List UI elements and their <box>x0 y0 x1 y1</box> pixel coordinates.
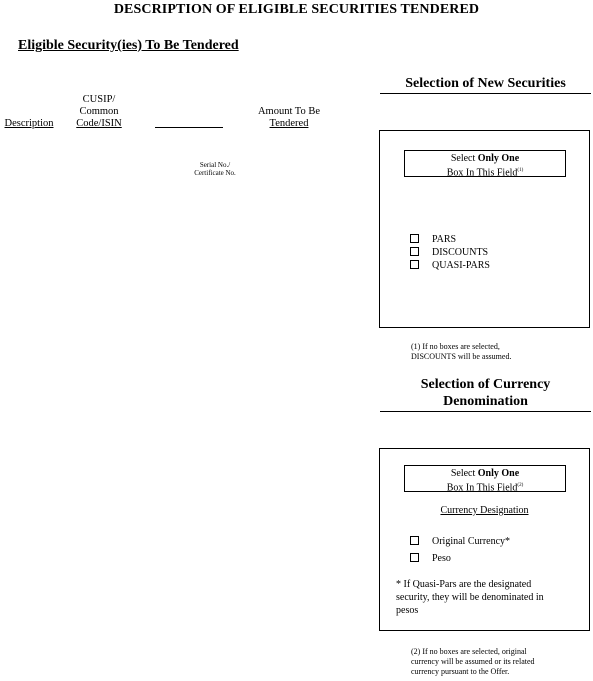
option-original-currency[interactable] <box>410 535 510 548</box>
quasi-pars-note-line3: pesos <box>396 605 419 616</box>
column-cusip <box>70 94 128 130</box>
checkbox-original-currency[interactable] <box>410 536 419 545</box>
select-only-one-box-1 <box>404 150 566 177</box>
select-prefix: Select <box>450 153 478 164</box>
option-peso-label: Peso <box>432 553 451 564</box>
select-only-one-box-2 <box>404 465 566 492</box>
option-original-currency-label: Original Currency* <box>432 536 511 547</box>
box-field-text: Box In This Field <box>446 166 518 178</box>
currency-rule <box>380 411 591 412</box>
new-securities-heading: Selection of New Securities <box>405 76 566 91</box>
column-cusip-line3: Code/ISIN <box>76 118 122 129</box>
footnote-1-line1: (1) If no boxes are selected, <box>411 342 500 351</box>
column-amount-line2: Tendered <box>269 118 309 129</box>
checkbox-peso[interactable] <box>410 553 419 562</box>
quasi-pars-note-line1: * If Quasi-Pars are the designated <box>396 579 532 590</box>
currency-footnote <box>411 647 535 677</box>
column-description: Description <box>4 118 54 129</box>
column-amount <box>250 106 328 130</box>
option-pars[interactable] <box>410 233 456 246</box>
currency-heading <box>380 376 591 410</box>
footnote-2-line2: currency will be assumed or its related <box>411 657 535 666</box>
select-bold: Only One <box>477 153 520 164</box>
option-pars-label: PARS <box>432 234 457 245</box>
option-quasi-pars-label: QUASI-PARS <box>432 260 490 271</box>
currency-heading-line1: Selection of Currency <box>420 377 551 392</box>
currency-box <box>379 448 590 631</box>
option-quasi-pars[interactable] <box>410 259 490 272</box>
footnote-ref-2: (2) <box>517 482 524 488</box>
footnote-1-line2: DISCOUNTS will be assumed. <box>411 352 512 361</box>
serial-line2: Certificate No. <box>194 169 236 177</box>
serial-line1: Serial No./ <box>199 161 231 169</box>
quasi-pars-note-line2: security, they will be denominated in <box>396 592 544 603</box>
column-blank-line <box>155 127 223 128</box>
box-field-text-2: Box In This Field <box>446 481 518 493</box>
quasi-pars-note <box>396 578 544 617</box>
footnote-2-line1: (2) If no boxes are selected, original <box>411 647 527 656</box>
checkbox-discounts[interactable] <box>410 247 419 256</box>
eligible-securities-subtitle: Eligible Security(ies) To Be Tendered <box>18 38 239 53</box>
new-securities-footnote <box>411 342 511 362</box>
column-cusip-line2: Common <box>79 106 119 117</box>
option-peso[interactable] <box>410 552 451 565</box>
option-discounts[interactable] <box>410 246 488 259</box>
currency-designation-label: Currency Designation <box>440 505 529 516</box>
footnote-ref-1: (1) <box>517 167 524 173</box>
document-title: DESCRIPTION OF ELIGIBLE SECURITIES TENDERED <box>113 2 480 17</box>
column-cusip-line1: CUSIP/ <box>82 94 116 105</box>
checkbox-quasi-pars[interactable] <box>410 260 419 269</box>
footnote-2-line3: currency pursuant to the Offer. <box>411 667 510 676</box>
column-amount-line1: Amount To Be <box>257 106 321 117</box>
new-securities-box <box>379 130 590 328</box>
option-discounts-label: DISCOUNTS <box>432 247 489 258</box>
select-prefix-2: Select <box>450 468 478 479</box>
new-securities-rule <box>380 93 591 94</box>
checkbox-pars[interactable] <box>410 234 419 243</box>
currency-heading-line2: Denomination <box>443 394 528 409</box>
serial-certificate-label <box>180 161 250 177</box>
select-bold-2: Only One <box>477 468 520 479</box>
